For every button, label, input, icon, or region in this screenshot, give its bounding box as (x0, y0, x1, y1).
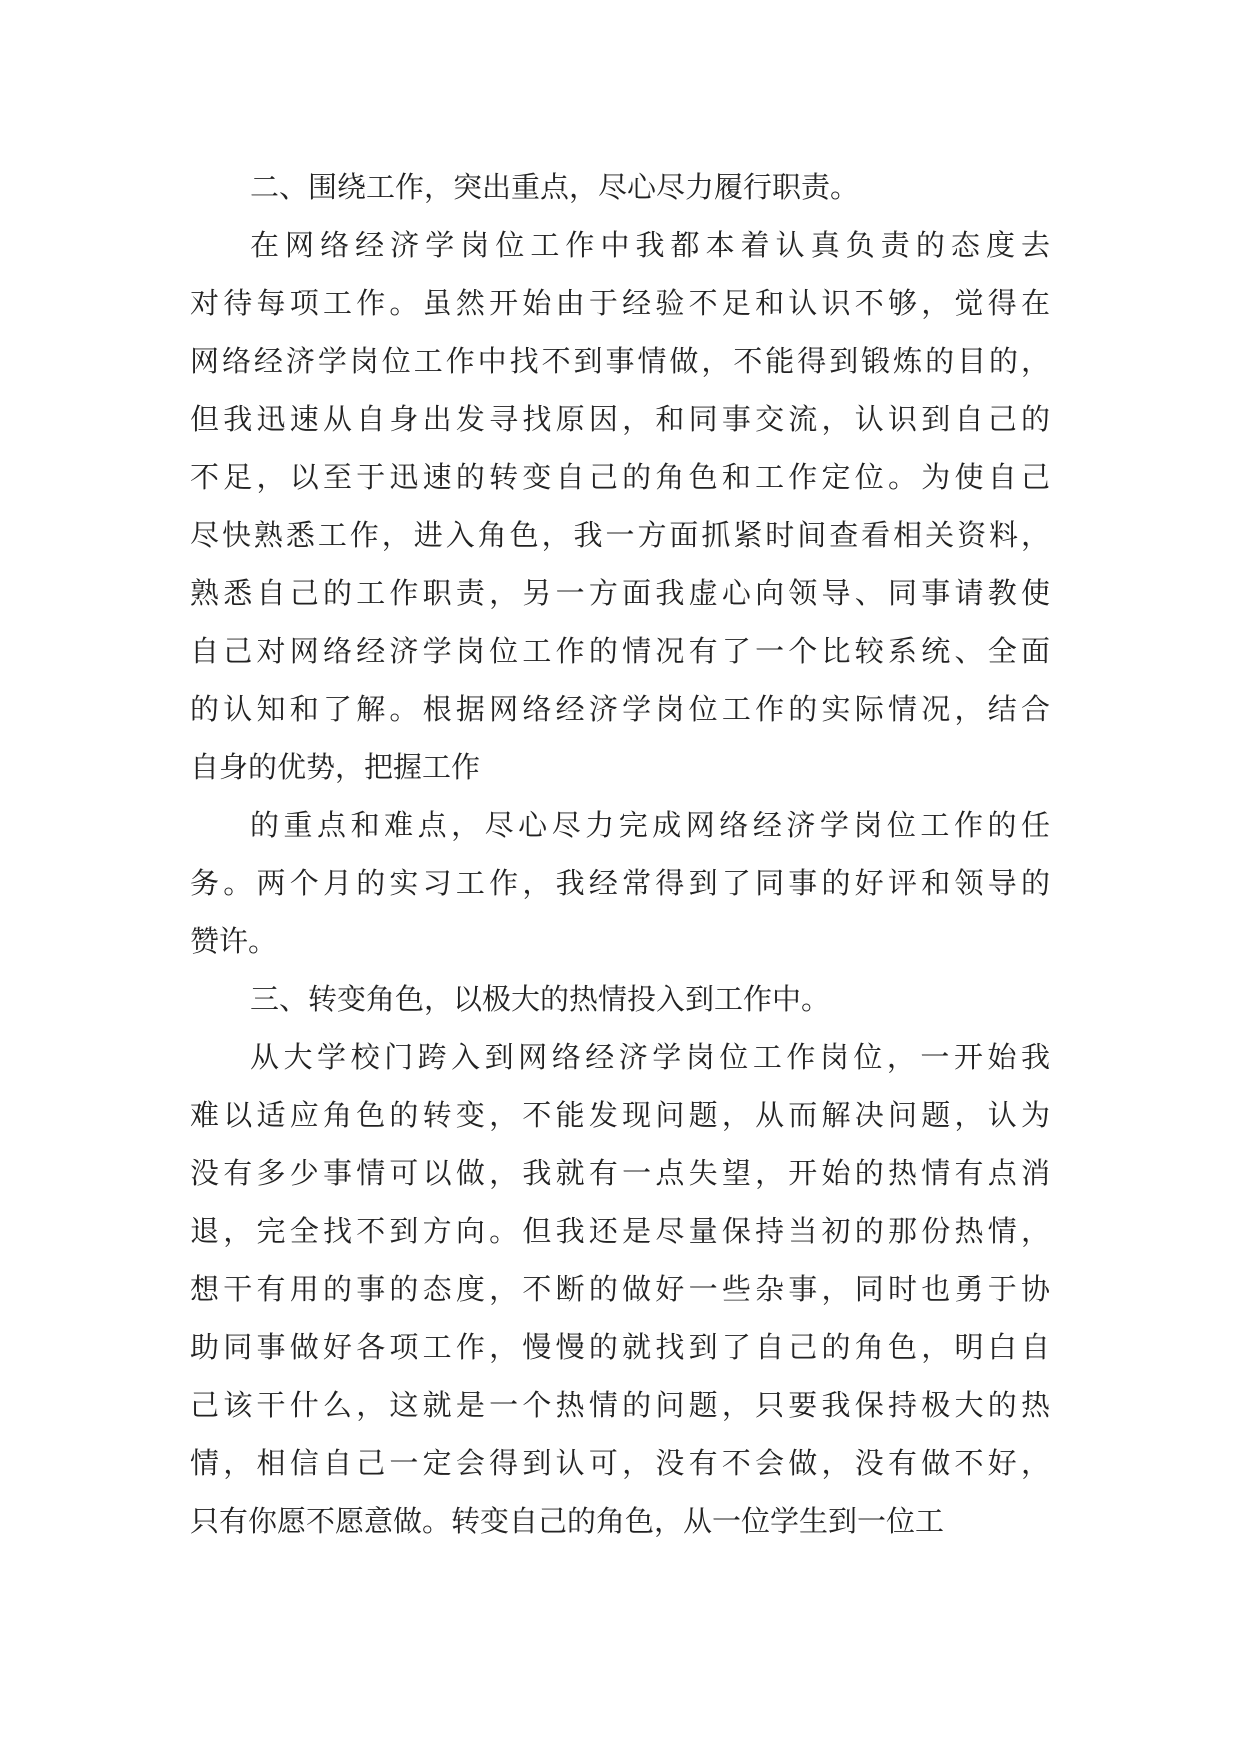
text-line: 自身的优势，把握工作 (190, 750, 481, 784)
paragraph (190, 216, 1050, 796)
text-line: 的重点和难点，尽心尽力完成网络经济学岗位工作的任 (250, 808, 1050, 842)
text-line: 只有你愿不愿意做。转变自己的角色，从一位学生到一位工 (190, 1504, 945, 1538)
section-heading (190, 158, 1050, 216)
section-heading (190, 970, 1050, 1028)
text-line: 退，完全找不到方向。但我还是尽量保持当初的那份热情， (190, 1214, 1050, 1248)
text-line: 三、转变角色，以极大的热情投入到工作中。 (250, 982, 831, 1016)
text-line: 不足，以至于迅速的转变自己的角色和工作定位。为使自己 (190, 460, 1050, 494)
text-line: 没有多少事情可以做，我就有一点失望，开始的热情有点消 (190, 1156, 1050, 1190)
text-line: 尽快熟悉工作，进入角色，我一方面抓紧时间查看相关资料， (190, 518, 1050, 552)
paragraph (190, 796, 1050, 970)
text-line: 二、围绕工作，突出重点，尽心尽力履行职责。 (250, 170, 860, 204)
text-line: 自己对网络经济学岗位工作的情况有了一个比较系统、全面 (190, 634, 1050, 668)
text-line: 务。两个月的实习工作，我经常得到了同事的好评和领导的 (190, 866, 1050, 900)
text-line: 难以适应角色的转变，不能发现问题，从而解决问题，认为 (190, 1098, 1050, 1132)
text-line: 但我迅速从自身出发寻找原因，和同事交流，认识到自己的 (190, 402, 1050, 436)
text-line: 赞许。 (190, 924, 278, 958)
text-line: 从大学校门跨入到网络经济学岗位工作岗位，一开始我 (250, 1040, 1050, 1074)
text-line: 熟悉自己的工作职责，另一方面我虚心向领导、同事请教使 (190, 576, 1050, 610)
text-line: 想干有用的事的态度，不断的做好一些杂事，同时也勇于协 (190, 1272, 1050, 1306)
paragraph (190, 1028, 1050, 1550)
text-line: 情，相信自己一定会得到认可，没有不会做，没有做不好， (190, 1446, 1050, 1480)
text-line: 的认知和了解。根据网络经济学岗位工作的实际情况，结合 (190, 692, 1050, 726)
document-body (190, 158, 1050, 1550)
text-line: 在网络经济学岗位工作中我都本着认真负责的态度去 (250, 228, 1050, 262)
text-line: 对待每项工作。虽然开始由于经验不足和认识不够，觉得在 (190, 286, 1050, 320)
text-line: 己该干什么，这就是一个热情的问题，只要我保持极大的热 (190, 1388, 1050, 1422)
text-line: 助同事做好各项工作，慢慢的就找到了自己的角色，明白自 (190, 1330, 1050, 1364)
text-line: 网络经济学岗位工作中找不到事情做，不能得到锻炼的目的， (190, 344, 1050, 378)
